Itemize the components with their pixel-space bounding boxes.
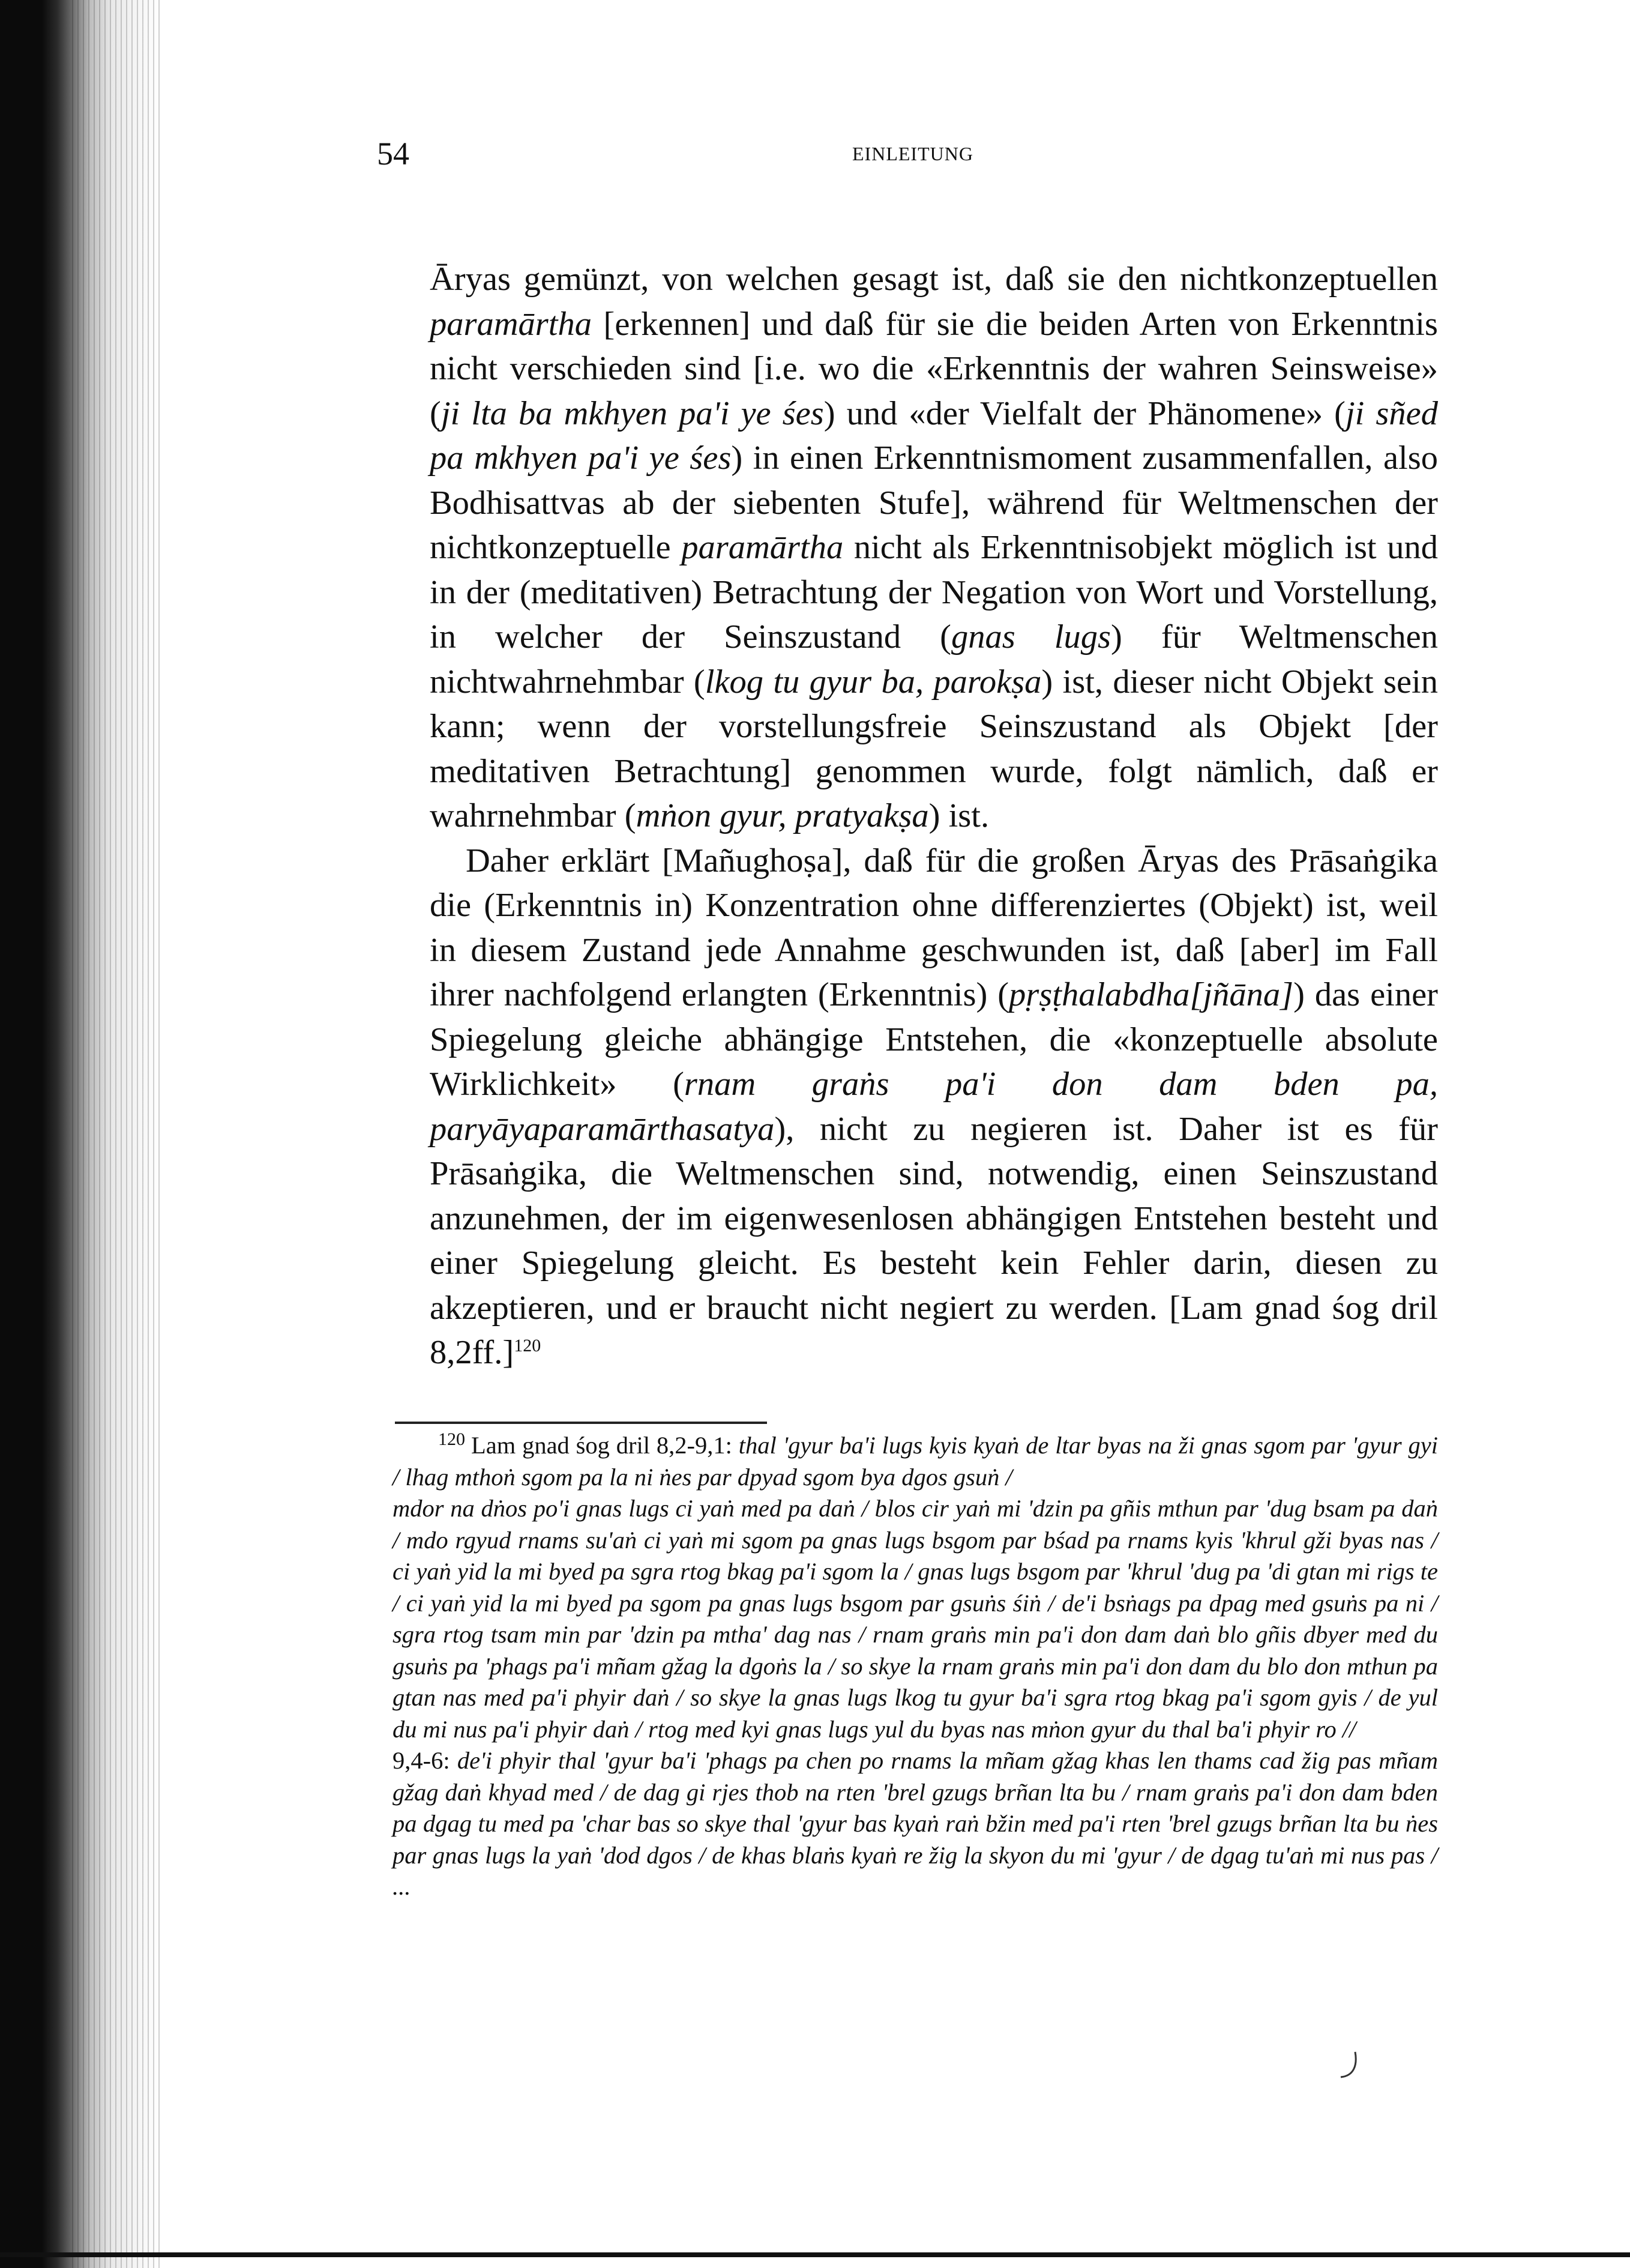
footnotes <box>392 1430 1438 1903</box>
p1-segment: paramārtha <box>430 305 592 343</box>
p1-segment: ) und «der Vielfalt der Phänomene» ( <box>823 394 1346 432</box>
p2-segment: ), nicht zu negieren ist. Daher ist es für Prāsaṅgika, die Weltmenschen sind, notwendig, einen Seinszustand anzunehmen, der im eigenwesenlosen abhängigen Entstehen besteht und einer Spiegelung gleicht. Es besteht kein Fehler darin, diesen zu akzeptieren, und er braucht nicht negiert zu werden. [Lam gnad śog dril 8,2ff.] <box>430 1110 1438 1371</box>
p1-segment: mṅon gyur, pratyakṣa <box>636 797 929 834</box>
p1-segment: ) für Weltmenschen nichtwahrnehmbar ( <box>430 618 1438 701</box>
p1-segment: lkog tu gyur ba, parokṣa <box>705 663 1042 701</box>
footnote-source: Lam gnad śog dril 8,2-9,1: <box>471 1432 739 1459</box>
footnote-quote-1: thal 'gyur ba'i lugs kyis kyaṅ de ltar byas na ži gnas sgom par 'gyur gyi / lhag mthoṅ sgom pa la ni ṅes par dpyad sgom bya dgos gsuṅ / <box>392 1432 1438 1491</box>
footnote-source-2: 9,4-6: <box>392 1747 457 1774</box>
p1-segment: ) ist. <box>928 797 990 834</box>
page-number: 54 <box>377 136 409 172</box>
paragraph-2 <box>430 839 1438 1375</box>
footnote-quote-2: mdor na dṅos po'i gnas lugs ci yaṅ med pa daṅ / blos cir yaṅ mi 'dzin pa gñis mthun par 'dug bsam pa daṅ / mdo rgyud rnams su'aṅ ci yaṅ mi sgom pa gnas lugs bsgom par bśad pa rnams kyis 'khrul gži byas nas / ci yaṅ yid la mi byed pa sgra rtog bkag pa'i sgom la / gnas lugs bsgom par 'khrul 'dug pa 'di gtan mi rigs te / ci yaṅ yid la mi byed pa sgom pa gnas lugs bsgom par gsuṅs śiṅ / de'i bsṅags pa dpag med gsuṅs pa ni / sgra rtog tsam min par 'dzin pa mtha' dag nas / rnam graṅs min pa'i don dam daṅ blo gñis dbyer med du gsuṅs pa 'phags pa'i mñam gžag la dgoṅs la / so skye la rnam graṅs min pa'i don dam du blo don mthun pa gtan nas med pa'i phyir daṅ / so skye la gnas lugs lkog tu gyur ba'i sgra rtog bkag pa'i sgom gyis / de yul du mi nus pa'i phyir daṅ / rtog med kyi gnas lugs yul du byas nas mṅon gyur du thal ba'i phyir ro // <box>392 1495 1438 1743</box>
p1-segment: ) ist, dieser nicht Objekt sein kann; wenn der vorstellungsfreie Seinszustand als Objekt [der meditativen Betrachtung] genommen wurde, folgt nämlich, daß er wahrnehmbar ( <box>430 663 1438 834</box>
footnote-quote-3: de'i phyir thal 'gyur ba'i 'phags pa chen po rnams la mñam gžag khas len thams cad žig pas mñam gžag daṅ khyad med / de dag gi rjes thob na rten 'brel gzugs brñan lta bu / rnam graṅs pa'i don dam bden pa dgag tu med pa 'char bas so skye thal 'gyur bas kyaṅ raṅ bžin med pa'i rten 'brel gzugs brñan lta bu ṅes par gnas lugs la yaṅ 'dod dgos / de khas blaṅs kyaṅ re žig la skyon du mi 'gyur / de dgag tu'aṅ mi nus pas / ... <box>392 1747 1438 1900</box>
running-head: EINLEITUNG <box>852 143 973 164</box>
p1-segment: paramārtha <box>681 529 844 566</box>
p1-segment: nicht als Erkenntnisobjekt möglich ist und in der (meditativen) Betrachtung der Negation von Wort und Vorstellung, in welcher der Seinszustand ( <box>430 529 1438 656</box>
p1-segment: ji lta ba mkhyen pa'i ye śes <box>441 394 824 432</box>
scan-bottom-edge <box>0 2252 1630 2257</box>
footnote-120-body <box>392 1493 1438 1745</box>
footnote-separator <box>395 1422 767 1424</box>
footnote-reference[interactable]: 120 <box>514 1336 541 1356</box>
p1-segment: gnas lugs <box>951 618 1111 656</box>
p1-segment: [erkennen] und daß für sie die beiden Arten von Erkenntnis nicht verschieden sind [i.e. wo die «Erkenntnis der wahren Seinsweise» ( <box>430 305 1438 432</box>
p2-segment: pṛṣṭhalabdha[jñāna] <box>1009 976 1294 1013</box>
footnote-120-second <box>392 1745 1438 1903</box>
p1-segment: ji sñed pa mkhyen pa'i ye śes <box>430 394 1438 477</box>
footnote-number: 120 <box>438 1429 465 1449</box>
main-text <box>430 257 1438 1375</box>
p2-segment: rnam graṅs pa'i don dam bden pa, paryāyaparamārthasatya <box>430 1066 1438 1148</box>
footnote-120-intro <box>392 1430 1438 1493</box>
p2-segment: Daher erklärt [Mañughoṣa], daß für die großen Āryas des Prāsaṅgika die (Erkenntnis in) Konzentration ohne differenziertes (Objekt) ist, weil in diesem Zustand jede Annahme geschwunden ist, daß [aber] im Fall ihrer nachfolgend erlangten (Erkenntnis) ( <box>430 842 1438 1013</box>
book-spine-shadow <box>0 0 162 2268</box>
p1-segment: Āryas gemünzt, von welchen gesagt ist, daß sie den nichtkonzeptuellen <box>430 261 1438 298</box>
pencil-mark-icon <box>1337 2047 1361 2083</box>
paragraph-1 <box>430 257 1438 839</box>
p2-segment: ) das einer Spiegelung gleiche abhängige Entstehen, die «konzeptuelle absolute Wirklichkeit» ( <box>430 976 1438 1103</box>
p1-segment: ) in einen Erkenntnismoment zusammenfallen, also Bodhisattvas ab der siebenten Stufe], während für Weltmenschen der nichtkonzeptuelle <box>430 439 1438 566</box>
